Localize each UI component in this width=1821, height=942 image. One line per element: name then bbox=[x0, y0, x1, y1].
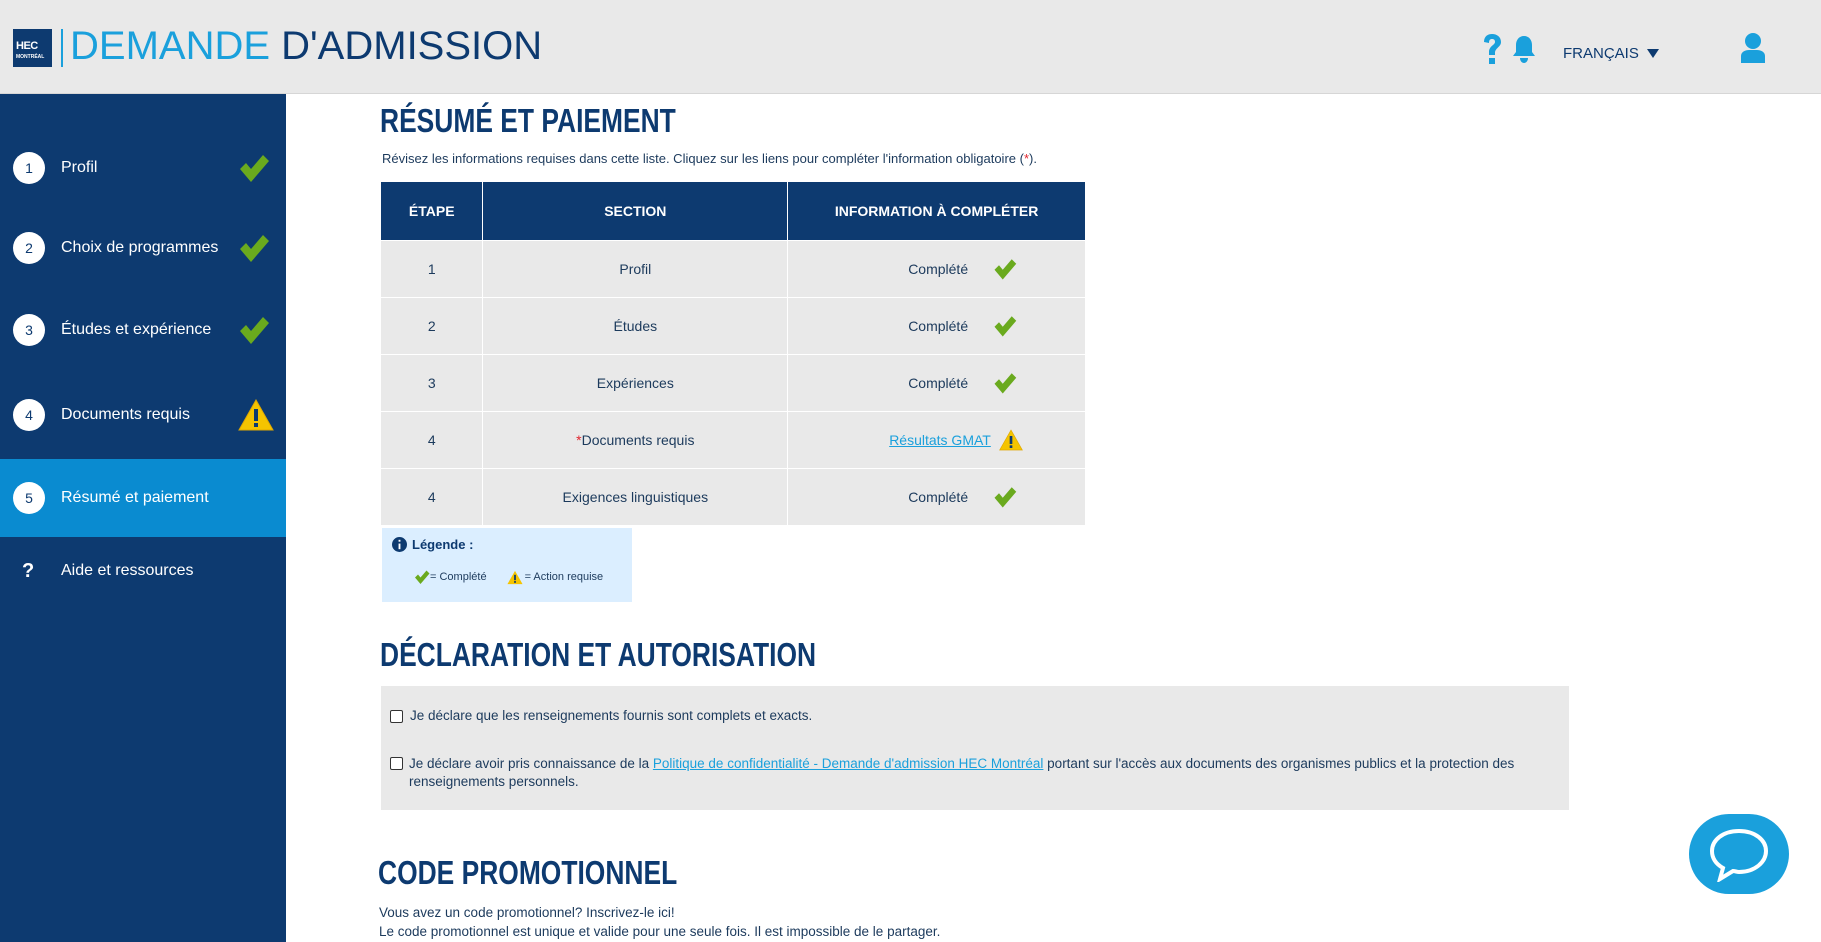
sidebar-item-label: Choix de programmes bbox=[61, 239, 219, 256]
chevron-down-icon bbox=[1647, 49, 1659, 58]
declaration-box bbox=[381, 686, 1569, 810]
legend-title-text: Légende : bbox=[412, 537, 474, 552]
required-asterisk: * bbox=[1023, 151, 1030, 166]
sidebar-item-label: Résumé et paiement bbox=[61, 489, 209, 506]
status-cell bbox=[788, 354, 1086, 411]
section-cell bbox=[483, 297, 788, 354]
status-text: Complété bbox=[908, 374, 969, 391]
declaration-checkbox-1[interactable] bbox=[390, 710, 403, 723]
check-icon bbox=[993, 257, 1017, 281]
step-number: 1 bbox=[13, 152, 45, 184]
sidebar-item-label: Documents requis bbox=[61, 406, 190, 423]
status-text: Complété bbox=[908, 260, 969, 277]
step-cell: 4 bbox=[381, 411, 483, 468]
status-text: Complété bbox=[908, 488, 969, 505]
promo-text-2: Le code promotionnel est unique et valide pour une seule fois. Il est impossible de le partager. bbox=[379, 924, 941, 939]
table-row bbox=[381, 468, 1086, 525]
intro-text bbox=[382, 151, 1037, 166]
step-cell: 4 bbox=[381, 468, 483, 525]
section-cell bbox=[483, 468, 788, 525]
sidebar-item-label: Études et expérience bbox=[61, 321, 212, 338]
declaration-checkbox-2[interactable] bbox=[390, 757, 403, 770]
legend-items bbox=[414, 569, 603, 585]
step-cell: 3 bbox=[381, 354, 483, 411]
sidebar-item-documents-requis[interactable] bbox=[0, 376, 286, 454]
legend-action-label: = Action requise bbox=[524, 571, 604, 583]
warning-icon bbox=[999, 428, 1023, 452]
legend-complete-label: = Complété bbox=[430, 571, 487, 583]
section-label: Expériences bbox=[596, 374, 674, 391]
step-cell: 1 bbox=[381, 240, 483, 297]
notification-bell-icon[interactable] bbox=[1511, 34, 1537, 64]
declaration-title: DÉCLARATION ET AUTORISATION bbox=[380, 636, 817, 673]
status-cell bbox=[788, 411, 1086, 468]
sidebar-item-profil[interactable] bbox=[0, 129, 286, 207]
sidebar-item-etudes-experience[interactable] bbox=[0, 291, 286, 369]
column-header-section: SECTION bbox=[483, 182, 788, 240]
required-asterisk: * bbox=[576, 431, 582, 448]
sidebar-item-choix-programmes[interactable] bbox=[0, 209, 286, 287]
sidebar-item-aide-ressources[interactable] bbox=[0, 532, 286, 610]
check-icon bbox=[238, 314, 270, 346]
promo-text-1: Vous avez un code promotionnel? Inscrivez-le ici! bbox=[379, 905, 675, 920]
status-text: Complété bbox=[908, 317, 969, 334]
declaration-text-2 bbox=[409, 755, 1540, 791]
gmat-results-link[interactable]: Résultats GMAT bbox=[889, 431, 991, 448]
logo-text-line2: MONTRÉAL bbox=[16, 54, 45, 60]
question-icon: ? bbox=[22, 559, 35, 582]
warning-icon bbox=[238, 399, 274, 431]
section-label: Exigences linguistiques bbox=[562, 488, 709, 505]
app-title-part1: DEMANDE bbox=[70, 24, 271, 68]
language-selector[interactable] bbox=[1563, 45, 1659, 62]
step-number: 5 bbox=[13, 482, 45, 514]
step-number: 3 bbox=[13, 314, 45, 346]
page-title: RÉSUMÉ ET PAIEMENT bbox=[380, 102, 676, 139]
section-cell bbox=[483, 240, 788, 297]
hec-logo[interactable] bbox=[13, 29, 52, 67]
logo-divider bbox=[61, 29, 63, 67]
check-icon bbox=[238, 232, 270, 264]
intro-text-after: ). bbox=[1029, 151, 1037, 166]
check-icon bbox=[414, 569, 430, 585]
column-header-information: INFORMATION À COMPLÉTER bbox=[788, 182, 1086, 240]
step-number: 2 bbox=[13, 232, 45, 264]
promo-title: CODE PROMOTIONNEL bbox=[378, 854, 678, 891]
declaration-text-2-after: portant sur l'accès aux documents des organismes publics et la protection des renseignements personnels. bbox=[409, 756, 1515, 789]
table-row bbox=[381, 240, 1086, 297]
column-header-etape: ÉTAPE bbox=[381, 182, 483, 240]
table-row bbox=[381, 354, 1086, 411]
help-icon[interactable] bbox=[1480, 33, 1504, 67]
app-title bbox=[70, 24, 542, 69]
sidebar-item-resume-paiement[interactable] bbox=[0, 459, 286, 537]
language-label: FRANÇAIS bbox=[1563, 45, 1639, 62]
summary-table bbox=[381, 182, 1086, 525]
status-cell bbox=[788, 240, 1086, 297]
sidebar-item-label: Aide et ressources bbox=[61, 562, 194, 579]
status-cell bbox=[788, 468, 1086, 525]
info-icon bbox=[392, 537, 407, 552]
status-cell bbox=[788, 297, 1086, 354]
step-number: 4 bbox=[13, 399, 45, 431]
legend-box bbox=[382, 528, 632, 602]
sidebar-item-label: Profil bbox=[61, 159, 98, 176]
logo-text-line1: HEC bbox=[16, 40, 38, 52]
privacy-policy-link[interactable]: Politique de confidentialité - Demande d'admission HEC Montréal bbox=[652, 756, 1044, 771]
section-cell bbox=[483, 411, 788, 468]
chat-button[interactable] bbox=[1689, 814, 1789, 894]
step-cell: 2 bbox=[381, 297, 483, 354]
declaration-text-2-before: Je déclare avoir pris connaissance de la bbox=[409, 756, 653, 771]
app-title-part2: D'ADMISSION bbox=[281, 24, 543, 68]
top-header bbox=[0, 0, 1821, 94]
section-label: Profil bbox=[619, 260, 652, 277]
check-icon bbox=[993, 485, 1017, 509]
check-icon bbox=[238, 152, 270, 184]
user-account-icon[interactable] bbox=[1740, 32, 1766, 64]
section-label: Études bbox=[613, 317, 658, 334]
intro-text-before: Révisez les informations requises dans cette liste. Cliquez sur les liens pour compléter l'information obligatoire ( bbox=[382, 151, 1024, 166]
check-icon bbox=[993, 371, 1017, 395]
declaration-item-2 bbox=[390, 755, 1540, 791]
table-header-row bbox=[381, 182, 1086, 240]
declaration-text-1: Je déclare que les renseignements fournis sont complets et exacts. bbox=[410, 708, 813, 723]
declaration-item-1 bbox=[390, 708, 812, 723]
chat-bubble-icon bbox=[1708, 828, 1770, 882]
check-icon bbox=[993, 314, 1017, 338]
legend-title bbox=[392, 537, 473, 552]
table-row bbox=[381, 411, 1086, 468]
section-cell bbox=[483, 354, 788, 411]
warning-icon bbox=[507, 570, 523, 585]
sidebar-nav bbox=[0, 94, 286, 942]
section-label: Documents requis bbox=[581, 431, 695, 448]
table-row bbox=[381, 297, 1086, 354]
